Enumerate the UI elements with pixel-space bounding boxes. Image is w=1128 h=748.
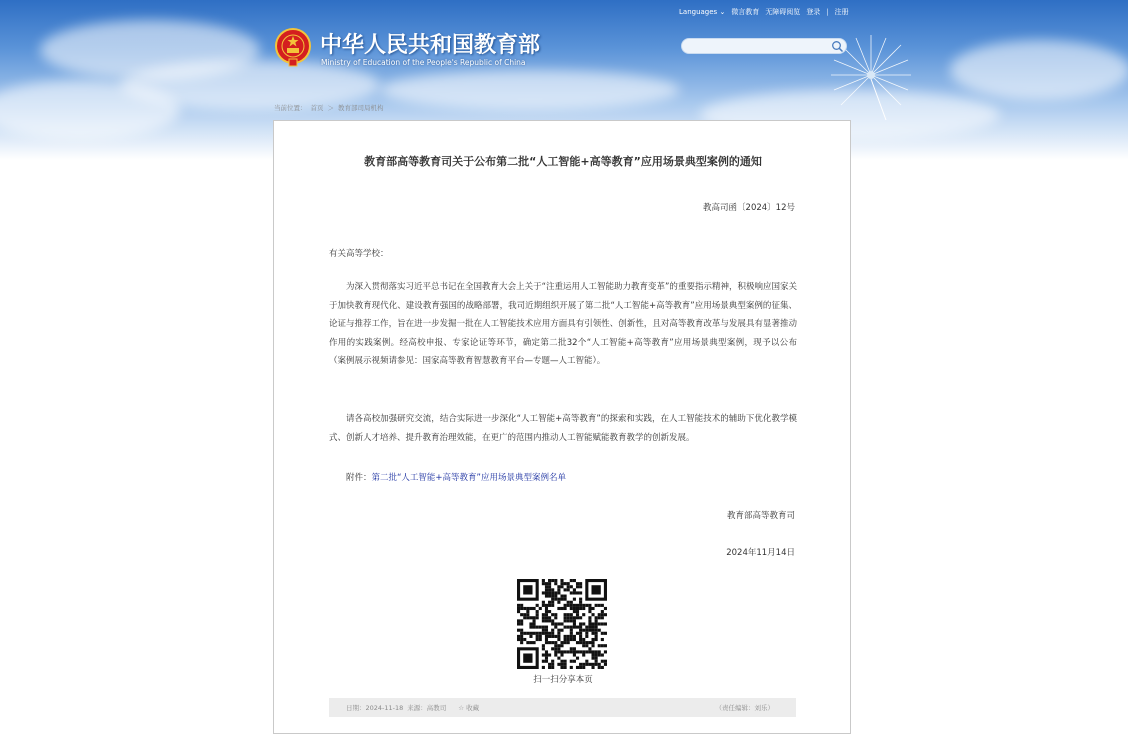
site-subtitle: Ministry of Education of the People's Republic of China	[321, 58, 526, 67]
register-link[interactable]: 注册	[834, 8, 849, 16]
languages-menu[interactable]: Languages ⌄	[679, 8, 726, 16]
article-footer	[329, 698, 796, 717]
search-box	[681, 38, 847, 54]
divider: |	[826, 8, 829, 16]
breadcrumb-separator: ＞	[327, 104, 334, 112]
salutation: 有关高等学校：	[329, 249, 389, 259]
footer-source: 来源：高教司	[407, 704, 447, 712]
article-title: 教育部高等教育司关于公布第二批“人工智能+高等教育”应用场景典型案例的通知	[364, 155, 762, 168]
wechat-link[interactable]: 微言教育	[731, 8, 760, 16]
search-icon[interactable]	[831, 40, 844, 53]
national-emblem-icon	[274, 27, 312, 67]
footer-editor: （责任编辑：刘乐）	[715, 704, 774, 712]
favorite-label: 收藏	[466, 704, 480, 712]
qr-caption: 扫一扫分享本页	[533, 675, 593, 685]
breadcrumb-label: 当前位置：	[274, 104, 307, 112]
attachment-label: 附件：	[346, 473, 372, 483]
signature-org: 教育部高等教育司	[726, 511, 795, 521]
accessibility-link[interactable]: 无障碍阅览	[765, 8, 801, 16]
qr-code-icon	[517, 579, 607, 669]
chevron-down-icon: ⌄	[719, 8, 726, 16]
article-paragraph-2: 请各高校加强研究交流，结合实际进一步深化“人工智能+高等教育”的探索和实践，在人工智能技术的辅助下优化教学模式、创新人才培养、提升教育治理效能，在更广的范围内推动人工智能赋能教育教学的创新发展。	[329, 414, 797, 443]
signature-date: 2024年11月14日	[726, 548, 795, 558]
top-links	[679, 7, 849, 17]
login-link[interactable]: 登录	[806, 8, 821, 16]
favorite-button[interactable]	[458, 703, 479, 712]
footer-date: 日期：2024-11-18	[346, 704, 404, 712]
breadcrumb-home[interactable]: 首页	[310, 104, 324, 112]
attachment	[346, 471, 566, 483]
attachment-link[interactable]: 第二批“人工智能+高等教育”应用场景典型案例名单	[371, 473, 566, 483]
star-icon: ☆	[458, 703, 465, 712]
breadcrumb	[274, 103, 388, 112]
breadcrumb-section[interactable]: 教育部司局机构	[338, 104, 384, 112]
article-paragraph-1: 为深入贯彻落实习近平总书记在全国教育大会上关于“注重运用人工智能助力教育变革”的重要指示精神，积极响应国家关于加快教育现代化、建设教育强国的战略部署，我司近期组织开展了第二批“人工智能+高等教育”应用场景典型案例的征集、论证与推荐工作，旨在进一步发掘一批在人工智能技术应用方面具有引领性、创新性，且对高等教育改革与发展具有显著推动作用的实践案例。经高校申报、专家论证等环节，确定第二批32个“人工智能+高等教育”应用场景典型案例，现予以公布（案例展示视频请参见：国家高等教育智慧教育平台—专题—人工智能）。	[329, 282, 797, 366]
search-input[interactable]	[690, 40, 830, 54]
article-container	[273, 120, 851, 734]
document-number: 教高司函〔2024〕12号	[703, 203, 795, 213]
site-title[interactable]: 中华人民共和国教育部	[320, 32, 541, 58]
